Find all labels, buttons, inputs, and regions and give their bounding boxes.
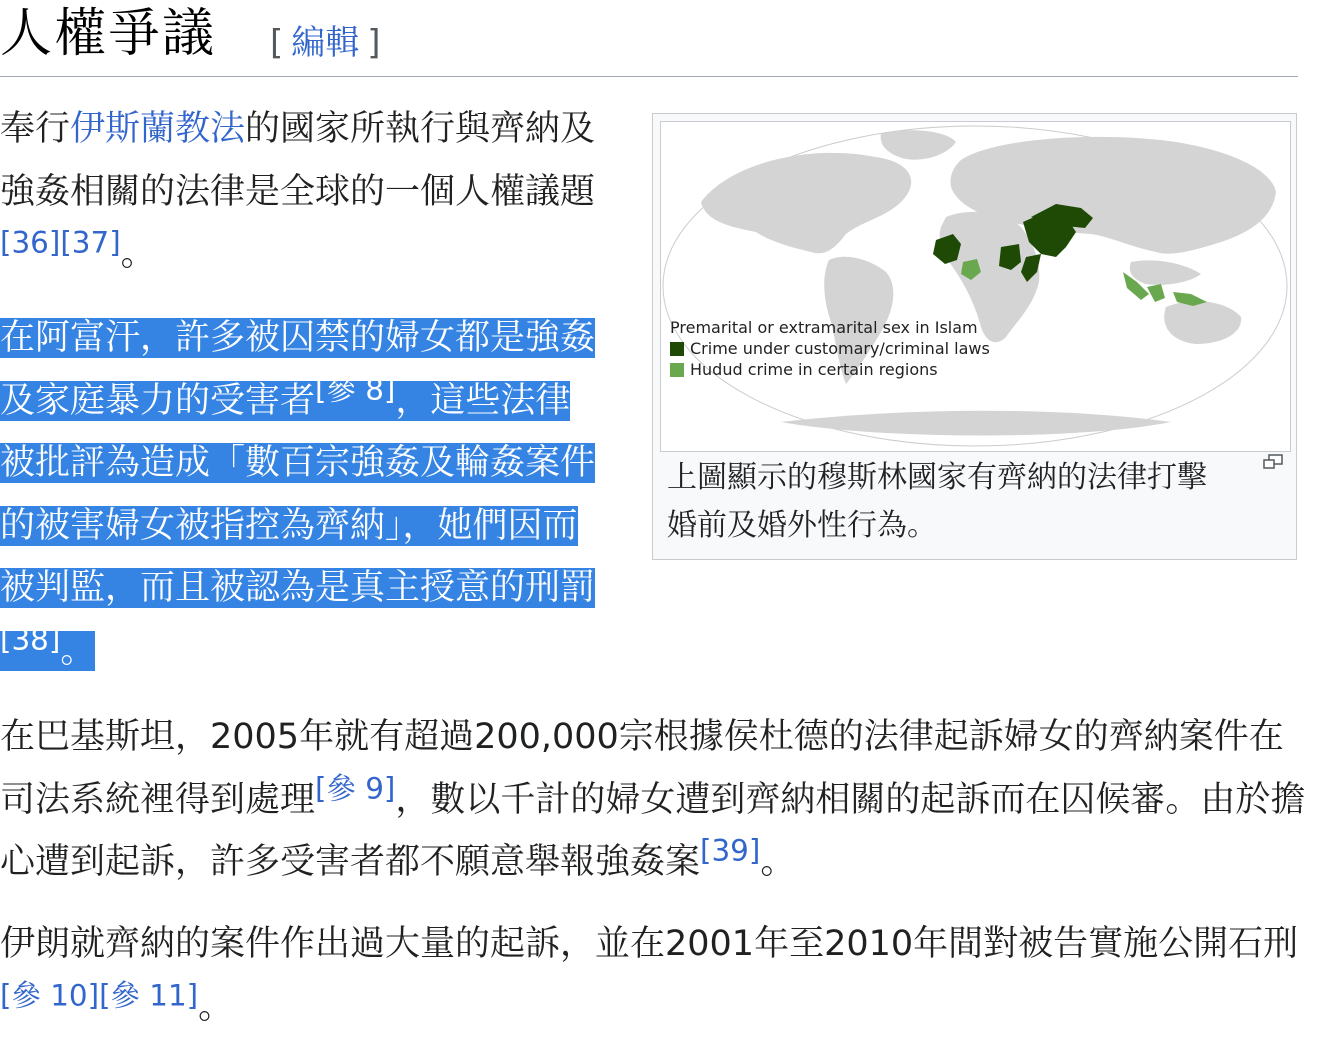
edit-link[interactable]: 編輯: [291, 23, 360, 63]
p4-text-1: 伊朗就齊納的案件作出過大量的起訴，並在2001年至2010年間對被告實施公開石刑: [0, 924, 1299, 964]
world-map-svg: [661, 122, 1290, 451]
paragraph-afghanistan: [0, 307, 600, 682]
legend-label-hudud: Hudud crime in certain regions: [690, 360, 938, 379]
p4-end: 。: [198, 986, 234, 1027]
legend-item-criminal: [670, 338, 990, 359]
p1-end: 。: [120, 234, 156, 274]
p1-text-pre: 奉行: [0, 109, 71, 149]
citation-note-9[interactable]: [參 9]: [315, 770, 396, 805]
p2-end: 。: [60, 630, 96, 671]
paragraph-human-rights: [0, 98, 600, 286]
paragraph-iran: [0, 913, 1310, 1038]
legend-swatch-dark: [670, 342, 684, 356]
p1-text-post: 的國家所執行與齊納及強姦相關的法律是全球的一個人權議題: [0, 109, 596, 212]
section-title: 人權爭議: [0, 4, 217, 64]
citation-note-10-11[interactable]: [參 10][參 11]: [0, 977, 199, 1012]
magnify-clip-icon[interactable]: [1262, 454, 1284, 470]
figure-thumbnail: [652, 113, 1297, 560]
citation-note-8[interactable]: [參 8]: [315, 371, 396, 406]
edit-bracket-close: ]: [367, 23, 381, 63]
map-legend-title: Premarital or extramarital sex in Islam: [670, 318, 978, 337]
p2-text-2: ，這些法律被批評為造成「數百宗強姦及輪姦案件的被害婦女被指控為齊納」，她們因而被判監，而且被認為是真主授意的刑罰: [0, 380, 596, 608]
citation-38[interactable]: [38]: [0, 621, 61, 656]
sharia-link[interactable]: 伊斯蘭教法: [70, 109, 246, 149]
enlarge-icon: [1262, 454, 1284, 470]
edit-section: [270, 18, 381, 68]
p3-end: 。: [760, 842, 796, 882]
edit-bracket-open: [: [270, 23, 284, 63]
p3-text-2: ，數以千計的婦女遭到齊納相關的起訴而在囚候審。由於擔心遭到起訴，許多受害者都不願意舉報強姦案: [0, 779, 1306, 882]
figure-caption: 上圖顯示的穆斯林國家有齊納的法律打擊婚前及婚外性行為。: [667, 460, 1207, 543]
map-legend: [670, 317, 990, 380]
citation-39[interactable]: [39]: [700, 833, 761, 868]
section-heading: [0, 0, 1298, 77]
world-map-image[interactable]: [660, 121, 1291, 452]
p2-text-1: 在阿富汗，許多被囚禁的婦女都是強姦及家庭暴力的受害者: [0, 318, 596, 421]
paragraph-pakistan: [0, 706, 1310, 894]
citation-36-37[interactable]: [36][37]: [0, 225, 121, 260]
p3-text-1: 在巴基斯坦，2005年就有超過200,000宗根據侯杜德的法律起訴婦女的齊納案件在司法系統裡得到處理: [0, 717, 1284, 820]
legend-label-criminal: Crime under customary/criminal laws: [690, 339, 990, 358]
legend-item-hudud: [670, 359, 990, 380]
legend-swatch-light: [670, 363, 684, 377]
